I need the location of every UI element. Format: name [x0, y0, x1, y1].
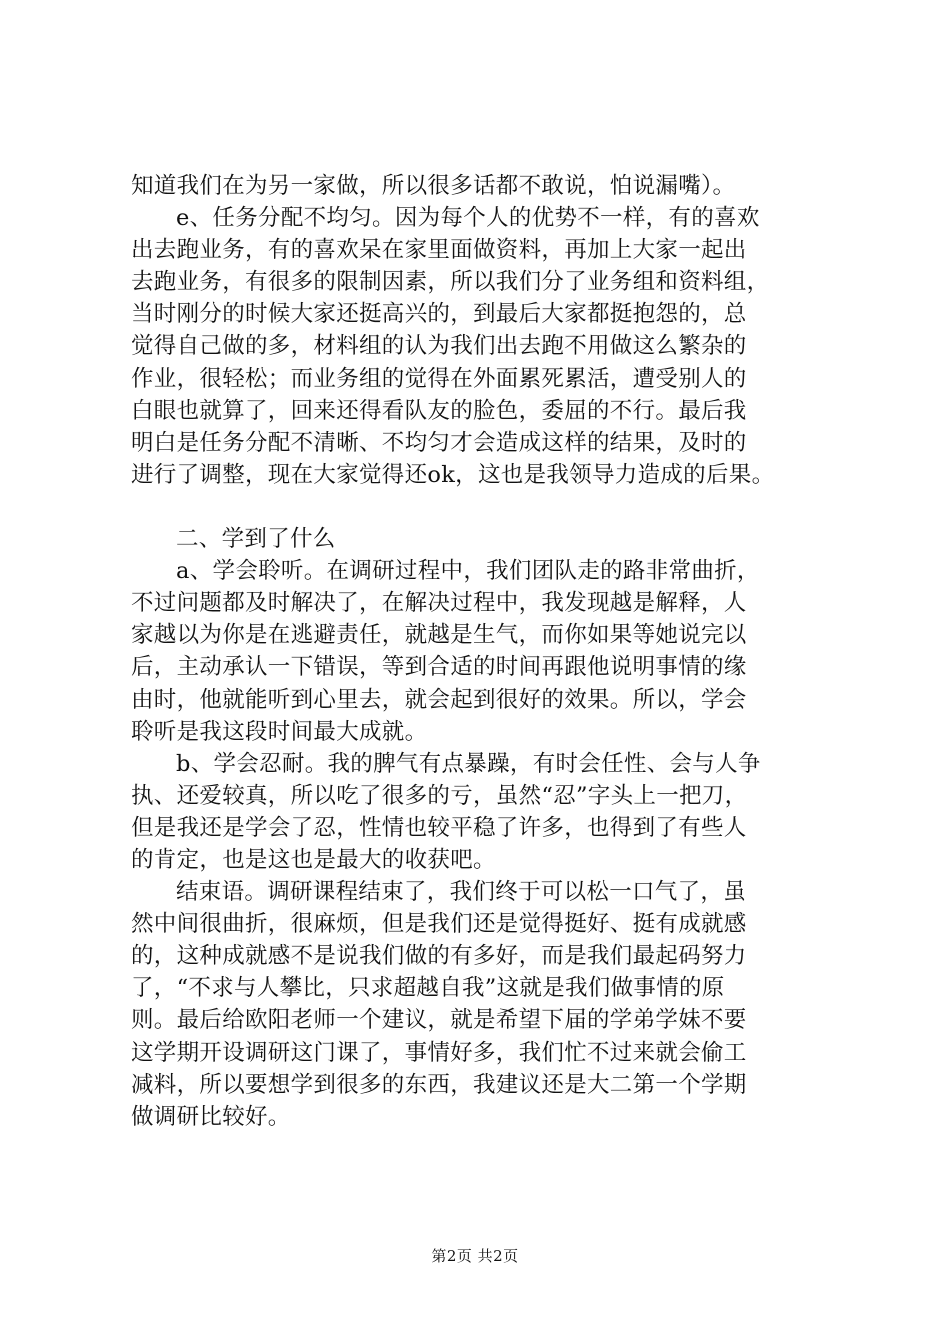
text-line: 这学期开设调研这门课了，事情好多，我们忙不过来就会偷工	[131, 1039, 747, 1066]
document-body	[131, 170, 837, 1133]
text-line: 当时刚分的时候大家还挺高兴的，到最后大家都挺抱怨的，总	[131, 301, 747, 328]
text-line: 则。最后给欧阳老师一个建议，就是希望下届的学弟学妹不要	[131, 1007, 747, 1034]
text-line: 减料，所以要想学到很多的东西，我建议还是大二第一个学期	[131, 1071, 747, 1098]
text-line: 结束语。调研课程结束了，我们终于可以松一口气了，虽	[176, 879, 747, 906]
text-line: 但是我还是学会了忍，性情也较平稳了许多，也得到了有些人	[131, 814, 747, 841]
text-line: b、学会忍耐。我的脾气有点暴躁，有时会任性、会与人争	[176, 750, 761, 777]
text-line: 明白是任务分配不清晰、不均匀才会造成这样的结果，及时的	[131, 429, 747, 456]
text-line: 执、还爱较真，所以吃了很多的亏，虽然“忍”字头上一把刀，	[131, 782, 748, 809]
text-line: 去跑业务，有很多的限制因素，所以我们分了业务组和资料组，	[131, 269, 770, 296]
text-line: 不过问题都及时解决了，在解决过程中，我发现越是解释，人	[131, 590, 747, 617]
text-line: 的，这种成就感不是说我们做的有多好，而是我们最起码努力	[131, 943, 747, 970]
text-line: 后，主动承认一下错误，等到合适的时间再跟他说明事情的缘	[131, 654, 747, 681]
text-line: 进行了调整，现在大家觉得还ok，这也是我领导力造成的后果。	[131, 461, 775, 488]
text-line: 出去跑业务，有的喜欢呆在家里面做资料，再加上大家一起出	[131, 237, 747, 264]
text-line: 然中间很曲折，很麻烦，但是我们还是觉得挺好、挺有成就感	[131, 911, 747, 938]
section-heading: 二、学到了什么	[176, 526, 336, 553]
text-line: 觉得自己做的多，材料组的认为我们出去跑不用做这么繁杂的	[131, 333, 747, 360]
text-line: a、学会聆听。在调研过程中，我们团队走的路非常曲折，	[176, 558, 760, 585]
text-line: e、任务分配不均匀。因为每个人的优势不一样，有的喜欢	[176, 205, 760, 232]
page-number-footer: 第2页 共2页	[431, 1247, 519, 1265]
text-line: 作业，很轻松；而业务组的觉得在外面累死累活，遭受别人的	[131, 365, 747, 392]
text-line: 了，“不求与人攀比，只求超越自我”这就是我们做事情的原	[131, 975, 725, 1002]
text-line: 知道我们在为另一家做，所以很多话都不敢说，怕说漏嘴）。	[131, 173, 736, 199]
text-line: 做调研比较好。	[131, 1103, 291, 1130]
text-line: 聆听是我这段时间最大成就。	[131, 718, 428, 745]
text-line: 家越以为你是在逃避责任，就越是生气，而你如果等她说完以	[131, 622, 747, 649]
text-line: 由时，他就能听到心里去，就会起到很好的效果。所以，学会	[131, 686, 747, 713]
text-line: 白眼也就算了，回来还得看队友的脸色，委屈的不行。最后我	[131, 397, 747, 424]
text-line: 的肯定，也是这也是最大的收获吧。	[131, 846, 496, 873]
paragraph-gap	[131, 491, 837, 523]
